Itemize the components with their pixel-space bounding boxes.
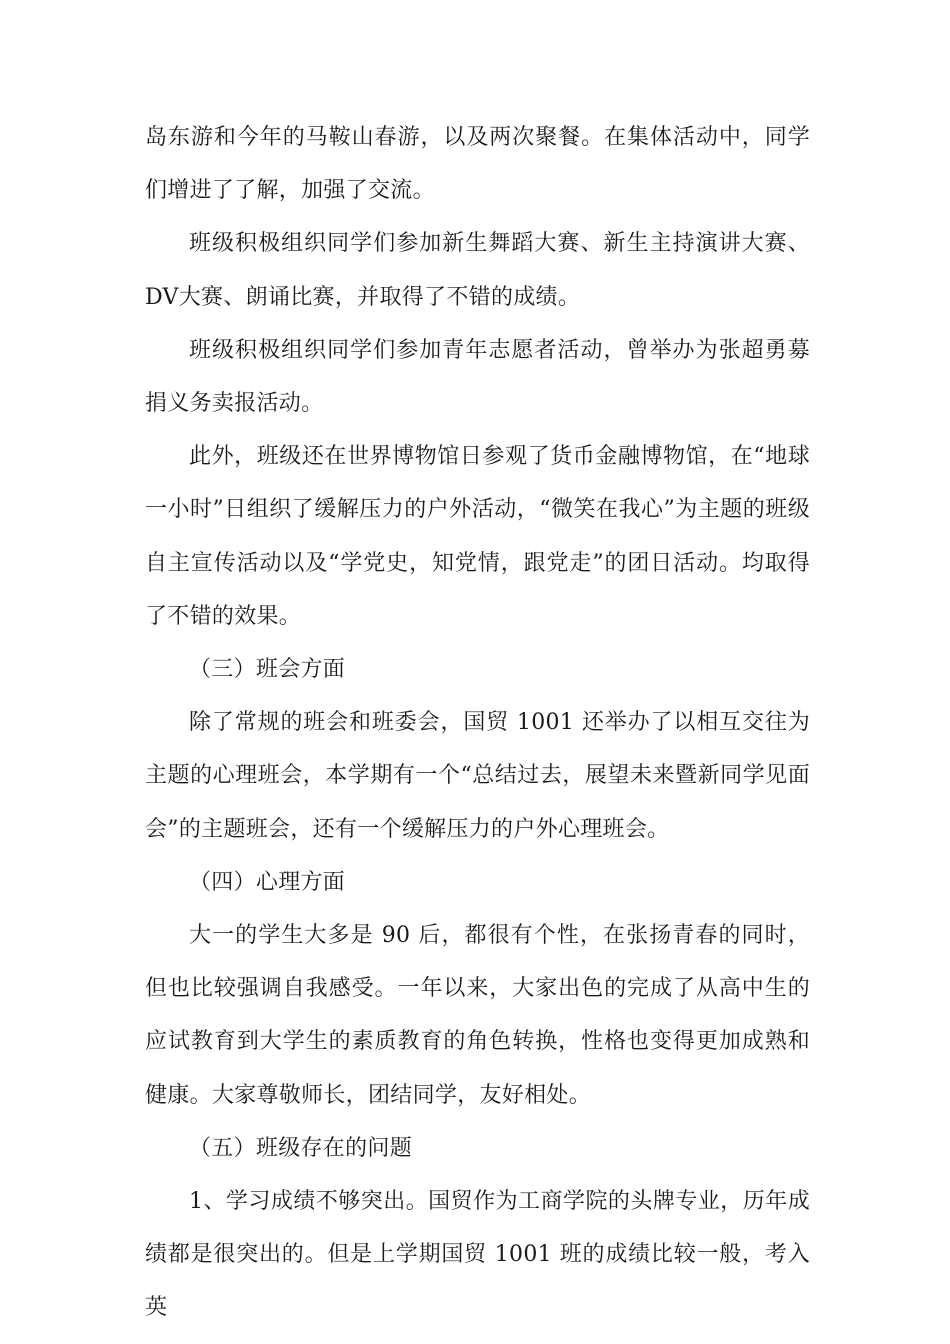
paragraph-class-meetings: 除了常规的班会和班委会，国贸 1001 还举办了以相互交往为主题的心理班会，本学期有一个“总结过去，展望未来暨新同学见面会”的主题班会，还有一个缓解压力的户外心理班会。 <box>145 710 810 842</box>
section-heading-class-meetings: （三）班会方面 <box>189 657 346 683</box>
paragraph-activities-continuation: 岛东游和今年的马鞍山春游，以及两次聚餐。在集体活动中，同学们增进了了解，加强了交流。 <box>145 125 810 204</box>
section-heading-psychology: （四）心理方面 <box>189 869 346 895</box>
paragraph-competitions: 班级积极组织同学们参加新生舞蹈大赛、新生主持演讲大赛、DV大赛、朗诵比赛，并取得了不错的成绩。 <box>145 231 810 310</box>
paragraph-problem-1: 1、学习成绩不够突出。国贸作为工商学院的头牌专业，历年成绩都是很突出的。但是上学期国贸 1001 班的成绩比较一般，考入英 <box>145 1189 810 1321</box>
paragraph-volunteer: 班级积极组织同学们参加青年志愿者活动，曾举办为张超勇募捐义务卖报活动。 <box>145 337 810 417</box>
paragraph-psychology: 大一的学生大多是 90 后，都很有个性，在张扬青春的同时，但也比较强调自我感受。一年以来，大家出色的完成了从高中生的应试教育到大学生的素质教育的角色转换，性格也变得更加成熟和健康。大家尊敬师长，团结同学，友好相处。 <box>145 923 810 1108</box>
paragraph-other-activities: 此外，班级还在世界博物馆日参观了货币金融博物馆，在“地球一小时”日组织了缓解压力的户外活动，“微笑在我心”为主题的班级自主宣传活动以及“学党史，知党情，跟党走”的团日活动。均取得了不错的效果。 <box>145 444 810 629</box>
section-heading-problems: （五）班级存在的问题 <box>189 1135 413 1161</box>
document-body <box>145 111 810 1335</box>
